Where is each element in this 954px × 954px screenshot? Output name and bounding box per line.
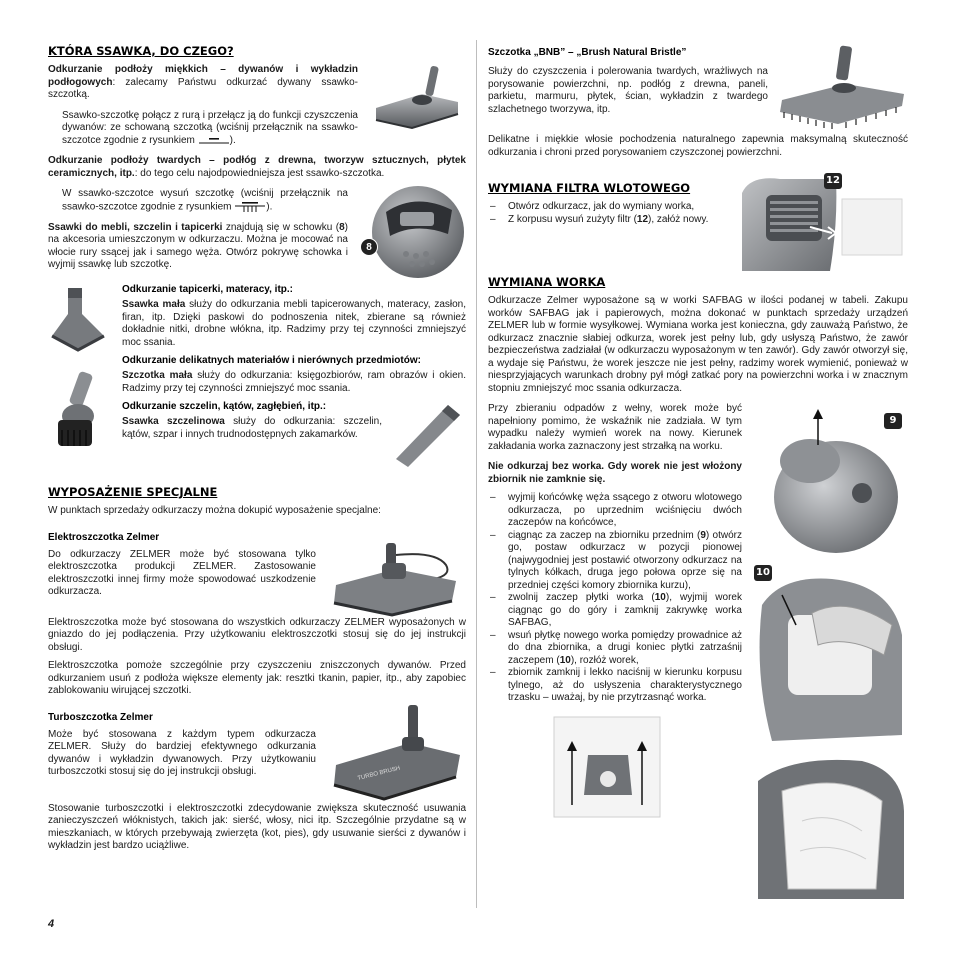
soft-floor-block [48, 64, 466, 155]
bag-step-3-a: zwolnij zaczep płytki worka ( [508, 592, 655, 603]
delicate-heading: Odkurzanie delikatnych materiałów i nierównych przedmiotów: [122, 355, 421, 366]
left-column [48, 44, 466, 853]
bag-step-3-ref: 10 [654, 592, 666, 603]
bag-figures [752, 403, 908, 901]
soft-floor-note-text: Ssawko-szczotkę połącz z rurą i przełącz ją do funkcji czyszczenia dywanów: ze schowaną szczotką (wciśnij przełącznik na ssawko-szczotce zgodnie z rysunkiem [62, 109, 358, 146]
filter-step-2-a: Z korpusu wysuń zużyty filtr ( [508, 213, 637, 225]
small-brush-figure [48, 370, 114, 450]
turbo-text-block [48, 729, 316, 803]
bag-step-2 [488, 530, 742, 593]
filter-ref: 12 [636, 213, 649, 225]
bag-step-3 [488, 592, 742, 630]
upholstery-heading: Odkurzanie tapicerki, materacy, itp.: [122, 284, 293, 295]
bag-step-2-ref: 9 [700, 529, 706, 541]
crevice-text: służy do odkurzania: szczelin, kątów, szpar i innych trudnodostępnych zakamarków. [122, 416, 382, 440]
filter-text-block [488, 173, 728, 273]
delicate-block [48, 370, 466, 471]
filter-step-2-b: ), załóż nowy. [648, 213, 709, 225]
bag-step-4-b: ), rozłóż worek, [570, 654, 639, 666]
bag-warning: Nie odkurzaj bez worka. Gdy worek nie jest włożony zbiornik nie zamknie się. [488, 461, 742, 485]
bag-step-4 [488, 630, 742, 668]
upholstery-text-block [122, 284, 466, 370]
bag-paragraph-2: Przy zbieraniu odpadów z wełny, worek może być napełniony pomimo, że wskaźnik nie zadziała. W tym wypadku należy wymień worek na nowy. Kierunek zakładania worka zaznaczony jest strzałką na worku. [488, 403, 742, 452]
hard-floor-note-end: ). [266, 201, 273, 213]
right-column [488, 44, 908, 901]
crevice-paragraph [122, 416, 382, 441]
hard-floor-note-text: W ssawko-szczotce wysuń szczotkę (wciśnij przełącznik na ssawko-szczotce zgodnie z rysunkiem [62, 188, 348, 213]
safbag-figure [552, 715, 662, 819]
fig10-marker: 10 [754, 565, 772, 581]
electro-paragraph-1: Do odkurzaczy ZELMER może być stosowana tylko elektroszczotka produkcji ZELMER. Zastosowanie elektroszczotki innej firmy może spowodować uszkodzenie odkurzacza. [48, 548, 316, 597]
turbo-block [48, 729, 466, 803]
upholstery-block [48, 284, 466, 370]
delicate-title: Szczotka mała [122, 370, 193, 381]
electro-block [48, 549, 466, 617]
soft-floor-paragraph [48, 64, 358, 102]
fig12-marker: 12 [824, 173, 842, 189]
bnb-text-block [488, 44, 768, 134]
electro-brush-figure [326, 541, 466, 617]
small-nozzle-figure [48, 284, 114, 356]
bag-steps [488, 492, 742, 705]
delicate-text: służy do odkurzania: księgozbiorów, ram obrazów i okien. Radzimy przy tej czynności zmniejszyć moc ssania. [122, 370, 466, 394]
bnb-block [488, 44, 908, 134]
furniture-ref: 8 [339, 221, 345, 233]
fig8-marker: 8 [360, 238, 378, 256]
turbo-brush-label: TURBO BRUSH [357, 765, 401, 782]
filter-step-1: – Otwórz odkurzacz, jak do wymiany worka, [488, 201, 728, 214]
accessory-compartment-figure [356, 172, 466, 282]
hard-floor-title: Odkurzanie podłoży twardych – podłóg z drewna, tworzyw sztucznych, płytek ceramicznych, itp. [48, 155, 466, 179]
electro-paragraph-2: Elektroszczotka może być stosowana do wszystkich odkurzaczy ZELMER wyposażonych w gniazdo do jej podłączenia. Przy użytkowaniu elektroszczotki stosuj się do jej instrukcji obsługi. [48, 616, 466, 653]
column-divider [476, 40, 477, 908]
open-front-tank-figure [752, 403, 908, 559]
electro-heading: Elektroszczotka Zelmer [48, 531, 160, 543]
soft-floor-note [48, 110, 358, 148]
bag-plate-figure [752, 565, 908, 745]
bag-step-5: – zbiornik zamknij i lekko naciśnij w kierunku korpusu tylnego, aż do usłyszenia charakterystycznego trzasku – uważaj, by nie przytrzasnąć worka. [488, 667, 742, 705]
turbo-paragraph-2: Stosowanie turboszczotki i elektroszczotki zdecydowanie zwiększa skuteczność usuwania zanieczyszczeń włóknistych, takich jak: sierść, włosy, nici itp. Szczególnie przydatne są w mieszkaniach, w których przebywają zwierzęta (kot, pies), gdy usuwanie sierści z dywanów i wykładzin jest bardzo uciążliwe. [48, 802, 466, 851]
bnb-heading: Szczotka „BNB” – „Brush Natural Bristle” [488, 47, 687, 58]
hard-floor-note [48, 188, 348, 214]
bnb-paragraph-2: Delikatne i miękkie włosie pochodzenia naturalnego zapewnia maksymalną skuteczność odkurzania i chroni przed porysowaniem czyszczonej powierzchni. [488, 134, 908, 158]
bag-paragraph-1: Odkurzacze Zelmer wyposażone są w worki SAFBAG w ilości podanej w tabeli. Zakupu worków SAFBAG jak i papierowych, można dokonać w punktach sprzedaży urządzeń ZELMER lub w formie wysyłkowej. Wymiana worka jest konieczna, gdy zauważą Państwo, że odkurzacz znacznie słabiej odkurza, worek jest pełny lub, gdy usłyszą Państwo, że zawór bezpieczeństwa zadziałał (w odkurzaczu wyposażonym w ten zawór). Gdy zawór otworzył się, a wydaje się Państwu, że worek jeszcze nie jest pełny, radzimy worek wymienić, ponieważ w niesprzyjających warunkach drobny pył mógł zatkać pory na powierzchni worka i w znacznym stopniu zmniejszyć moc ssania odkurzacza. [488, 295, 908, 394]
bag-step-3-b: ), wyjmij worek ciągnąc go do góry i zamknij zakrywkę worka SAFBAG, [508, 592, 742, 628]
electro-paragraph-3: Elektroszczotka pomoże szczególnie przy czyszczeniu zniszczonych dywanów. Przed odkurzaniem usuń z podłoża większe elementy jak: resztki tkanin, papier, itp., aby zapobiec zablokowaniu wirującej szczotki. [48, 660, 466, 696]
furniture-paragraph [48, 222, 348, 272]
crevice-block [122, 401, 466, 471]
upholstery-title: Ssawka mała [122, 299, 186, 310]
furniture-title: Ssawki do mebli, szczelin i tapicerki [48, 221, 223, 233]
heading-which-nozzle: KTÓRA SSAWKA, DO CZEGO? [48, 44, 234, 58]
hard-floor-mode-symbol-icon [234, 201, 266, 213]
delicate-text-block [122, 370, 466, 471]
soft-floor-note-end: ). [229, 134, 236, 146]
crevice-heading: Odkurzanie szczelin, kątów, zagłębień, itp.: [122, 401, 327, 412]
page-number: 4 [48, 918, 55, 930]
heading-special-equipment: WYPOSAŻENIE SPECJALNE [48, 485, 218, 499]
bag-block [488, 403, 908, 901]
fig9-marker: 9 [884, 413, 902, 429]
upholstery-paragraph [122, 299, 466, 349]
filter-figure [740, 173, 908, 273]
bag-step-4-a: wsuń płytkę nowego worka pomiędzy prowadnice aż do dna zbiornika, a drugi koniec płytki zatrzaśnij zaczepem ( [508, 629, 742, 666]
filter-steps [488, 201, 728, 226]
turbo-brush-figure [326, 703, 466, 803]
soft-floor-text-block [48, 64, 358, 155]
bag-text-block [488, 403, 742, 901]
hard-floor-text: : do tego celu najodpowiedniejsza jest ssawko-szczotka. [134, 167, 385, 179]
filter-block [488, 173, 908, 273]
bnb-brush-figure [776, 44, 908, 134]
turbo-heading: Turboszczotka Zelmer [48, 711, 153, 723]
turbo-paragraph-1: Może być stosowana z każdym typem odkurzacza ZELMER. Służy do bardziej efektywnego odkurzania dywanów i wykładzin dywanowych. Przy użytkowaniu turboszczotki stosuj się do jej instrukcji obsługi. [48, 728, 316, 777]
bag-inserted-figure [752, 751, 908, 901]
bag-step-2-a: ciągnąc za zaczep na zbiorniku przednim ( [508, 529, 701, 541]
crevice-title: Ssawka szczelinowa [122, 416, 225, 427]
furniture-text-a: znajdują się w schowku ( [222, 221, 340, 233]
furniture-text-b: ) na akcesoria umieszczonym w odkurzaczu. Można je mocować na włocie rury ssącej jak i samego węża. Otwórz pokrywę schowka i wyjmij ssawkę lub szczotkę. [48, 221, 348, 271]
hard-floor-block [48, 188, 466, 282]
bag-step-2-b: ) otwórz go, postaw odkurzacz w pozycji pionowej (najwygodniej jest postawić otworzony odkurzacz na tylnych kółkach, druga jego połowa oprze się na przedniej części komory zbiornika kurzu), [508, 529, 743, 591]
special-intro: W punktach sprzedaży odkurzaczy można dokupić wyposażenie specjalne: [48, 505, 381, 516]
crevice-text-block [122, 401, 382, 471]
bnb-paragraph-1: Służy do czyszczenia i polerowania twardych, wrażliwych na porysowanie powierzchni, np. podłóg z drewna, paneli, parkietu, marmuru, płytek, ścian, wykładzin z twardego szlachetnego tworzywa, itp. [488, 66, 768, 115]
soft-floor-title: Odkurzanie podłoży miękkich – dywanów i wykładzin podłogowych [48, 64, 358, 88]
heading-bag: WYMIANA WORKA [488, 275, 606, 289]
filter-step-2 [488, 214, 728, 227]
carpet-mode-symbol-icon [198, 135, 230, 145]
heading-filter: WYMIANA FILTRA WLOTOWEGO [488, 181, 691, 195]
floor-nozzle-figure [366, 64, 466, 132]
crevice-nozzle-figure [390, 401, 466, 471]
hard-floor-text-block [48, 188, 348, 282]
delicate-paragraph [122, 370, 466, 395]
bag-step-4-ref: 10 [559, 654, 571, 666]
bag-step-1: – wyjmij końcówkę węża ssącego z otworu wlotowego odkurzacza, po uprzednim wciśnięciu dwóch zaczepów na końcówce, [488, 492, 742, 530]
soft-floor-text: : zalecamy Państwu odkurzać dywany ssawko-szczotką. [48, 76, 358, 100]
upholstery-text: służy do odkurzania mebli tapicerowanych, materacy, zasłon, firan, itp. Dzięki paskowi do podnoszenia nitek, zbierane są również dokładnie nitki, drobne włókna, itp. Radzimy przy tej czynności zmniejszyć moc ssania. [122, 299, 467, 348]
